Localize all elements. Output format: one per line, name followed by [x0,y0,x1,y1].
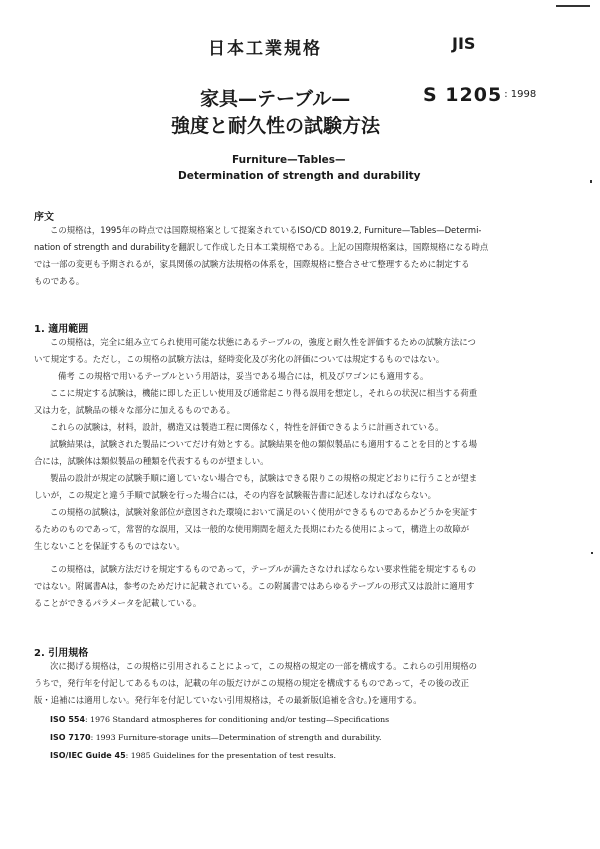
preface-line: では一部の変更も予期されるが，家具関係の試験方法規格の体系を，国際規格に整合させて整理するために制定する [34,259,470,269]
section-2-line: うちで，発行年を付記してあるものは，記載の年の版だけがこの規格の規定を構成するものであって，その後の改正 [34,678,469,688]
reference-item [50,751,336,760]
preface-line: この規格は，1995年の時点では国際規格案として提案されているISO/CD 8019.2, Furniture—Tables—Determi- [50,225,482,235]
section-1-line: ここに規定する試験は，機能に即した正しい使用及び通常起こり得る誤用を想定し，それらの状況に相当する荷重 [50,388,478,398]
section-1-line: ではない。附属書Aは，参考のためだけに記載されている。この附属書ではあらゆるテーブルの形式又は設計に適用す [34,581,475,591]
section-1-line: この規格は，完全に組み立てられ使用可能な状態にあるテーブルの，強度と耐久性を評価するための試験方法につ [50,337,476,347]
section-1-line: るためのものであって，常習的な誤用，又は一般的な使用期間を超えた長期にわたる使用によって，構造上の故障が [34,524,470,534]
section-1-heading: 1. 適用範囲 [34,324,89,335]
reference-text: : 1993 Furniture-storage units—Determination of strength and durability. [90,733,382,742]
section-2-line: 版・追補には適用しない。発行年を付記していない引用規格は，その最新版(追補を含む。)を適用する。 [34,695,422,705]
header-jis-mark: JIS [452,34,476,53]
reference-text: : 1985 Guidelines for the presentation of test results. [125,751,337,760]
section-1-line: 又は力を，試験品の様々な部分に加えるものである。 [34,405,235,415]
standard-number [423,84,536,106]
english-title-line-2: Determination of strength and durability [178,170,421,182]
section-2-line: 次に掲げる規格は，この規格に引用されることによって，この規格の規定の一部を構成する。これらの引用規格の [50,661,477,671]
section-1-line: 合には，試験体は類似製品の種類を代表するものが望ましい。 [34,456,269,466]
reference-text: : 1976 Standard atmospheres for conditioning and/or testing—Specifications [85,715,390,724]
title-line-1: 家具—テーブル— [200,88,351,110]
section-1-line: 製品の設計が規定の試験手順に適していない場合でも，試験はできる限りこの規格の規定どおりに行うことが望ま [50,473,478,483]
section-2-heading: 2. 引用規格 [34,648,89,659]
reference-item [50,715,389,724]
scan-speck [591,552,593,554]
preface-line: ものである。 [34,276,85,286]
english-title-line-1: Furniture—Tables— [232,154,346,166]
reference-item [50,733,381,742]
scan-edge-mark [556,5,590,7]
standard-code: S 1205 [423,84,503,106]
standard-year: : 1998 [504,89,537,100]
section-1-line: この規格は，試験方法だけを規定するものであって，テーブルが満たさなければならない要求性能を規定するもの [50,564,477,574]
section-1-line: これらの試験は，材料，設計，構造又は製造工程に関係なく，特性を評価できるように計画されている。 [50,422,444,432]
reference-code: ISO/IEC Guide 45 [50,751,126,760]
section-1-line: ることができるパラメータを記載している。 [34,598,202,608]
header-publisher: 日本工業規格 [208,39,322,59]
section-1-line: しいが，この規定と違う手順で試験を行った場合には，その内容を試験報告書に記述しなければならない。 [34,490,436,500]
section-1-line: 試験結果は，試験された製品についてだけ有効とする。試験結果を他の類似製品にも適用することを目的とする場 [50,439,477,449]
section-1-line: この規格の試験は，試験対象部位が意図された環境において満足のいく使用ができるものであるかどうかを実証す [50,507,478,517]
scan-speck [590,180,592,183]
preface-heading: 序文 [34,212,54,223]
preface-line: nation of strength and durabilityを翻訳して作成した日本工業規格である。上記の国際規格案は，国際規格になる時点 [34,242,489,252]
reference-code: ISO 7170 [50,733,91,742]
title-line-2: 強度と耐久性の試験方法 [171,115,381,137]
section-1-line: いて規定する。ただし，この規格の試験方法は，経時変化及び劣化の評価については規定するものではない。 [34,354,445,364]
section-1-remark: 備考 この規格で用いるテーブルという用語は，妥当である場合には，机及びワゴンにも適用する。 [58,371,429,381]
reference-code: ISO 554 [50,715,86,724]
section-1-line: 生じないことを保証するものではない。 [34,541,185,551]
